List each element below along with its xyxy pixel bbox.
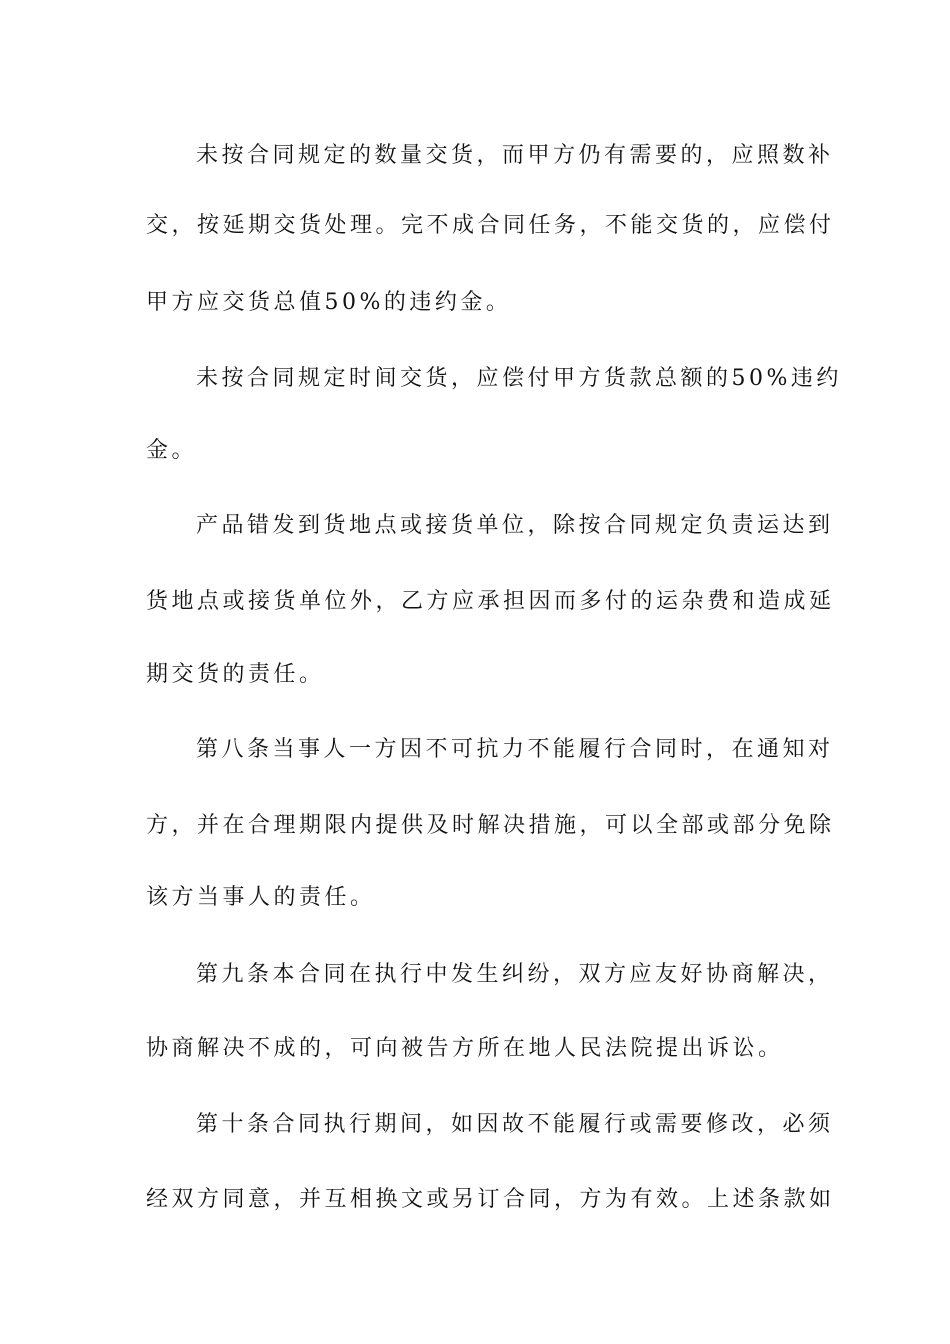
text-line: 协商解决不成的，可向被告方所在地人民法院提出诉讼。 <box>146 1036 784 1061</box>
text-line: 金。 <box>146 438 198 463</box>
text-line: 产品错发到货地点或接货单位，除按合同规定负责运达到 <box>196 513 834 538</box>
text-line: 交，按延期交货处理。完不成合同任务，不能交货的，应偿付 <box>146 213 835 238</box>
text-line: 未按合同规定时间交货，应偿付甲方货款总额的50%违约 <box>196 366 842 391</box>
text-line: 经双方同意，并互相换文或另订合同，方为有效。上述条款如 <box>146 1187 835 1212</box>
text-line: 该方当事人的责任。 <box>146 885 376 910</box>
text-line: 期交货的责任。 <box>146 662 325 687</box>
text-line: 第十条合同执行期间，如因故不能履行或需要修改，必须 <box>196 1112 834 1137</box>
text-line: 第九条本合同在执行中发生纠纷，双方应友好协商解决， <box>196 962 834 987</box>
text-line: 甲方应交货总值50%的违约金。 <box>146 290 512 315</box>
text-line: 第八条当事人一方因不可抗力不能履行合同时，在通知对 <box>196 737 834 762</box>
text-line: 未按合同规定的数量交货，而甲方仍有需要的，应照数补 <box>196 143 834 168</box>
text-line: 货地点或接货单位外，乙方应承担因而多付的运杂费和造成延 <box>146 589 835 614</box>
text-line: 方，并在合理期限内提供及时解决措施，可以全部或部分免除 <box>146 813 835 838</box>
